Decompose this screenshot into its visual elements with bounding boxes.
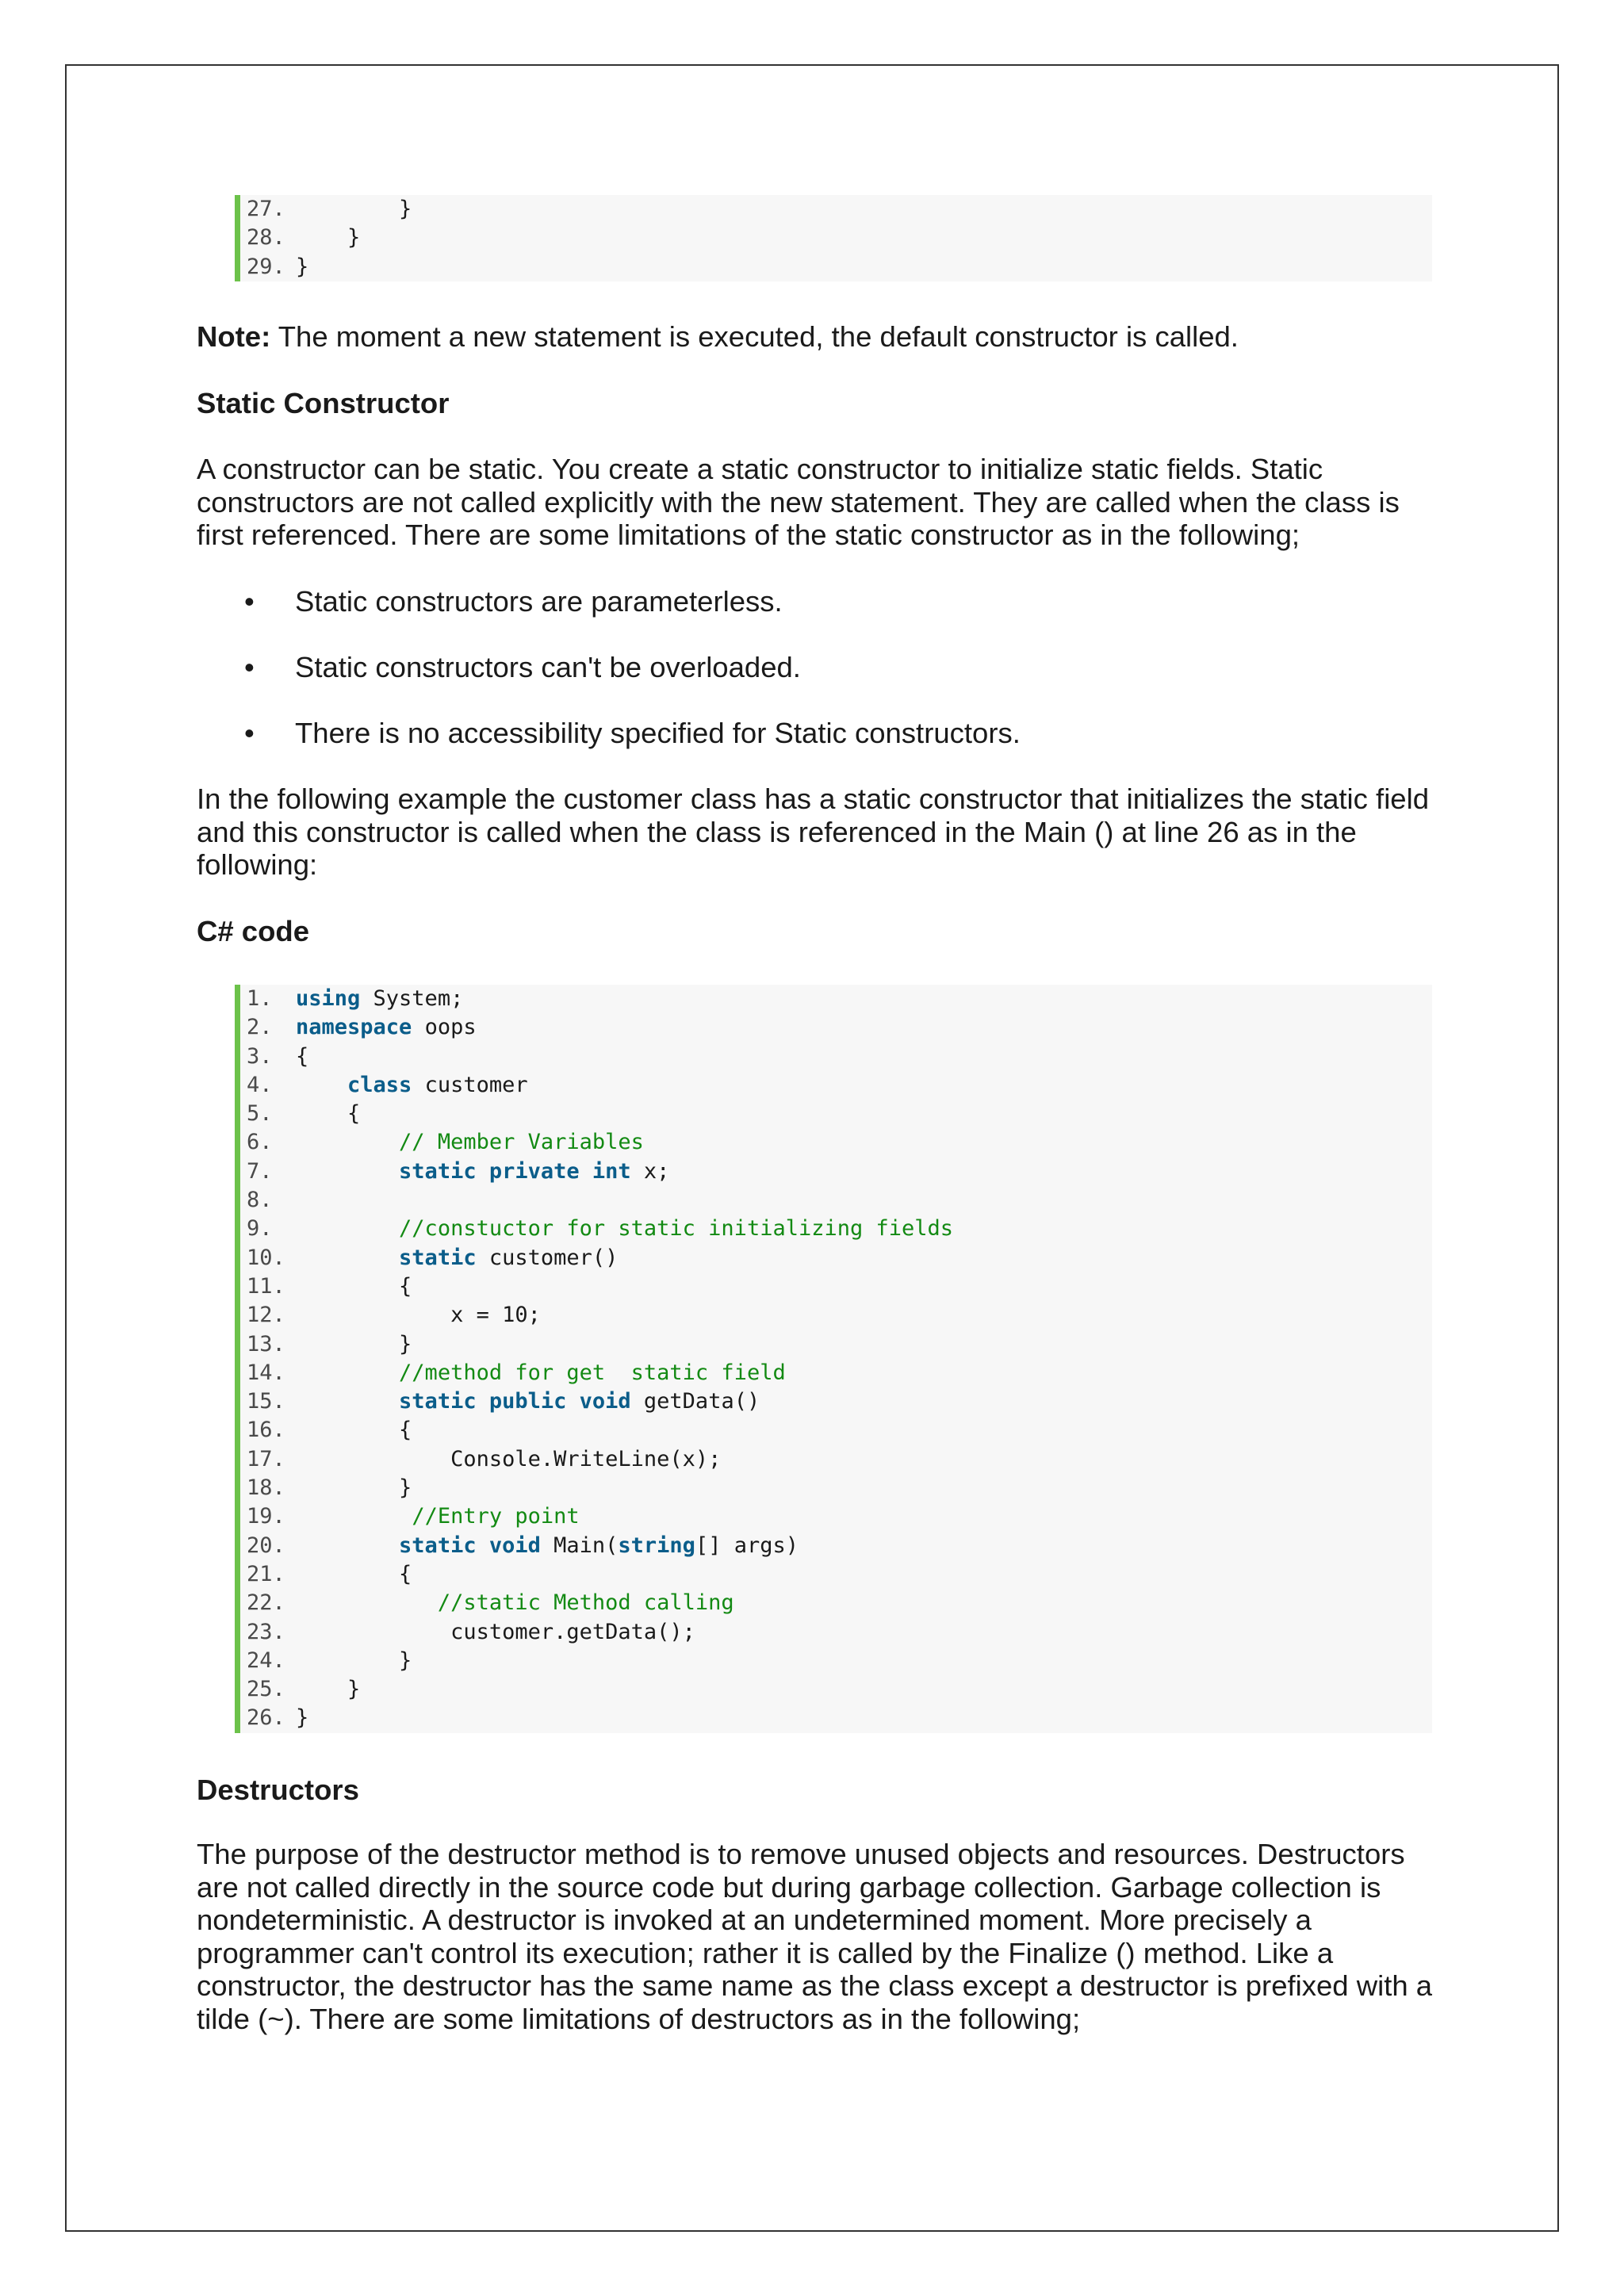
code-comment: //method for get static field	[399, 1360, 786, 1385]
code-line	[240, 1186, 1432, 1215]
note-text: The moment a new statement is executed, the default constructor is called.	[270, 320, 1239, 353]
code-text: }	[296, 225, 361, 251]
code-text: namespace oops	[296, 1015, 477, 1040]
bullet-text: There is no accessibility specified for Static constructors.	[295, 717, 1021, 749]
code-keyword: class	[347, 1072, 412, 1097]
code-text: static private int x;	[399, 1158, 670, 1184]
paragraph-line: are not called directly in the source code but during garbage collection. Garbage collection is	[197, 1870, 1381, 1904]
csharp-code-heading: C# code	[197, 915, 309, 947]
line-number: 28.	[247, 225, 285, 251]
paragraph-line: first referenced. There are some limitations of the static constructor as in the following;	[197, 519, 1300, 551]
code-keyword: string	[618, 1533, 695, 1558]
code-text	[296, 1589, 734, 1617]
line-number: 2.	[247, 1015, 273, 1040]
code-line	[240, 1416, 1432, 1445]
code-block-main	[235, 985, 1432, 1733]
code-line	[240, 1647, 1432, 1675]
paragraph-line: and this constructor is called when the class is referenced in the Main () at line 26 as in the	[197, 815, 1357, 848]
code-text: static public void getData()	[399, 1389, 760, 1414]
code-line	[240, 1013, 1432, 1042]
paragraph-line: A constructor can be static. You create a static constructor to initialize static fields. Static	[197, 453, 1323, 485]
code-line	[240, 1215, 1432, 1243]
bullet-text: Static constructors are parameterless.	[295, 585, 783, 618]
example-paragraph	[197, 783, 1434, 882]
code-text: {	[296, 1561, 412, 1586]
line-number: 19.	[247, 1504, 285, 1529]
static-constructor-heading: Static Constructor	[197, 387, 450, 419]
destructors-paragraph	[197, 1838, 1434, 2035]
line-number: 8.	[247, 1188, 273, 1213]
code-line	[240, 1330, 1432, 1359]
code-line	[240, 1560, 1432, 1589]
code-line	[240, 1128, 1432, 1157]
paragraph-line: nondeterministic. A destructor is invoked at an undetermined moment. More precisely a	[197, 1904, 1312, 1936]
code-text: }	[296, 1647, 412, 1673]
paragraph-line: programmer can't control its execution; rather it is called by the Finalize () method. Like a	[197, 1936, 1334, 1969]
line-number: 15.	[247, 1389, 285, 1414]
line-number: 17.	[247, 1446, 285, 1471]
line-number: 29.	[247, 254, 285, 279]
paragraph-line: In the following example the customer class has a static constructor that initializes the static field	[197, 783, 1430, 815]
code-comment: // Member Variables	[399, 1130, 644, 1155]
code-line	[240, 253, 1432, 281]
code-keyword: static public void	[399, 1389, 631, 1414]
code-line	[240, 1301, 1432, 1330]
code-text: }	[296, 1677, 361, 1702]
code-line	[240, 1704, 1432, 1732]
code-text	[296, 1215, 953, 1243]
line-number: 22.	[247, 1590, 285, 1616]
code-line	[240, 1532, 1432, 1560]
code-keyword: static	[399, 1245, 477, 1270]
code-line	[240, 1474, 1432, 1502]
code-line	[240, 1043, 1432, 1071]
code-line	[240, 1071, 1432, 1100]
code-text: }	[296, 197, 412, 221]
code-text: }	[296, 1475, 412, 1501]
line-number: 5.	[247, 1101, 273, 1127]
line-number: 1.	[247, 986, 273, 1011]
code-text: static customer()	[399, 1245, 619, 1270]
paragraph-line: constructor, the destructor has the same name as the class except a destructor is prefixed with a	[197, 1969, 1433, 2002]
line-number: 26.	[247, 1705, 285, 1731]
code-line	[240, 1589, 1432, 1617]
code-text: class customer	[347, 1072, 528, 1097]
line-number: 4.	[247, 1072, 273, 1097]
code-line	[240, 1502, 1432, 1531]
line-number: 21.	[247, 1561, 285, 1586]
bullet-marker: •	[244, 717, 255, 749]
code-line	[240, 1158, 1432, 1186]
code-keyword: static private int	[399, 1158, 631, 1184]
line-number: 20.	[247, 1533, 285, 1558]
paragraph-line: constructors are not called explicitly with the new statement. They are called when the class is	[197, 485, 1400, 519]
line-number: 27.	[247, 197, 285, 221]
code-text: Console.WriteLine(x);	[296, 1446, 722, 1471]
code-text	[296, 1359, 786, 1387]
paragraph-line: tilde (~). There are some limitations of destructors as in the following;	[197, 2002, 1081, 2035]
paragraph-line: following:	[197, 848, 318, 881]
line-number: 11.	[247, 1273, 285, 1299]
code-text: {	[296, 1273, 412, 1299]
code-line	[240, 224, 1432, 252]
line-number: 18.	[247, 1475, 285, 1501]
line-number: 13.	[247, 1331, 285, 1357]
note-paragraph	[197, 320, 1434, 354]
code-text: {	[296, 1418, 412, 1443]
code-line	[240, 1445, 1432, 1474]
code-line	[240, 985, 1432, 1013]
code-line	[240, 1272, 1432, 1301]
code-block-continuation	[235, 195, 1432, 281]
code-text: {	[296, 1101, 361, 1127]
code-text	[296, 1502, 580, 1531]
code-text	[296, 1128, 644, 1157]
code-text: }	[296, 1705, 309, 1731]
bullet-marker: •	[244, 585, 255, 618]
static-constructor-paragraph	[197, 453, 1434, 552]
code-text: {	[296, 1043, 309, 1069]
bullet-marker: •	[244, 651, 255, 683]
line-number: 7.	[247, 1158, 273, 1184]
code-text: using System;	[296, 986, 464, 1011]
note-label: Note:	[197, 320, 271, 353]
code-line	[240, 1618, 1432, 1647]
bullet-text: Static constructors can't be overloaded.	[295, 651, 801, 683]
code-line	[240, 1387, 1432, 1416]
code-text: }	[296, 254, 309, 279]
code-line	[240, 1100, 1432, 1128]
code-text: customer.getData();	[296, 1619, 695, 1644]
code-text: }	[296, 1331, 412, 1357]
code-comment: //constuctor for static initializing fields	[399, 1216, 954, 1242]
line-number: 12.	[247, 1303, 285, 1328]
code-line	[240, 1675, 1432, 1704]
line-number: 10.	[247, 1245, 285, 1270]
code-keyword: using	[296, 986, 361, 1011]
code-text: x = 10;	[296, 1303, 541, 1328]
line-number: 9.	[247, 1216, 273, 1242]
code-line	[240, 1244, 1432, 1272]
line-number: 23.	[247, 1619, 285, 1644]
line-number: 25.	[247, 1677, 285, 1702]
code-keyword: namespace	[296, 1015, 412, 1040]
line-number: 6.	[247, 1130, 273, 1155]
line-number: 16.	[247, 1418, 285, 1443]
code-line	[240, 1359, 1432, 1387]
paragraph-line: The purpose of the destructor method is to remove unused objects and resources. Destructors	[197, 1838, 1405, 1870]
line-number: 24.	[247, 1647, 285, 1673]
code-text: static void Main(string[] args)	[399, 1533, 799, 1558]
code-comment: //Entry point	[412, 1504, 580, 1529]
code-line	[240, 195, 1432, 224]
code-keyword: static void	[399, 1533, 541, 1558]
code-comment: //static Method calling	[437, 1590, 734, 1616]
line-number: 14.	[247, 1360, 285, 1385]
line-number: 3.	[247, 1043, 273, 1069]
destructors-heading: Destructors	[197, 1774, 359, 1806]
